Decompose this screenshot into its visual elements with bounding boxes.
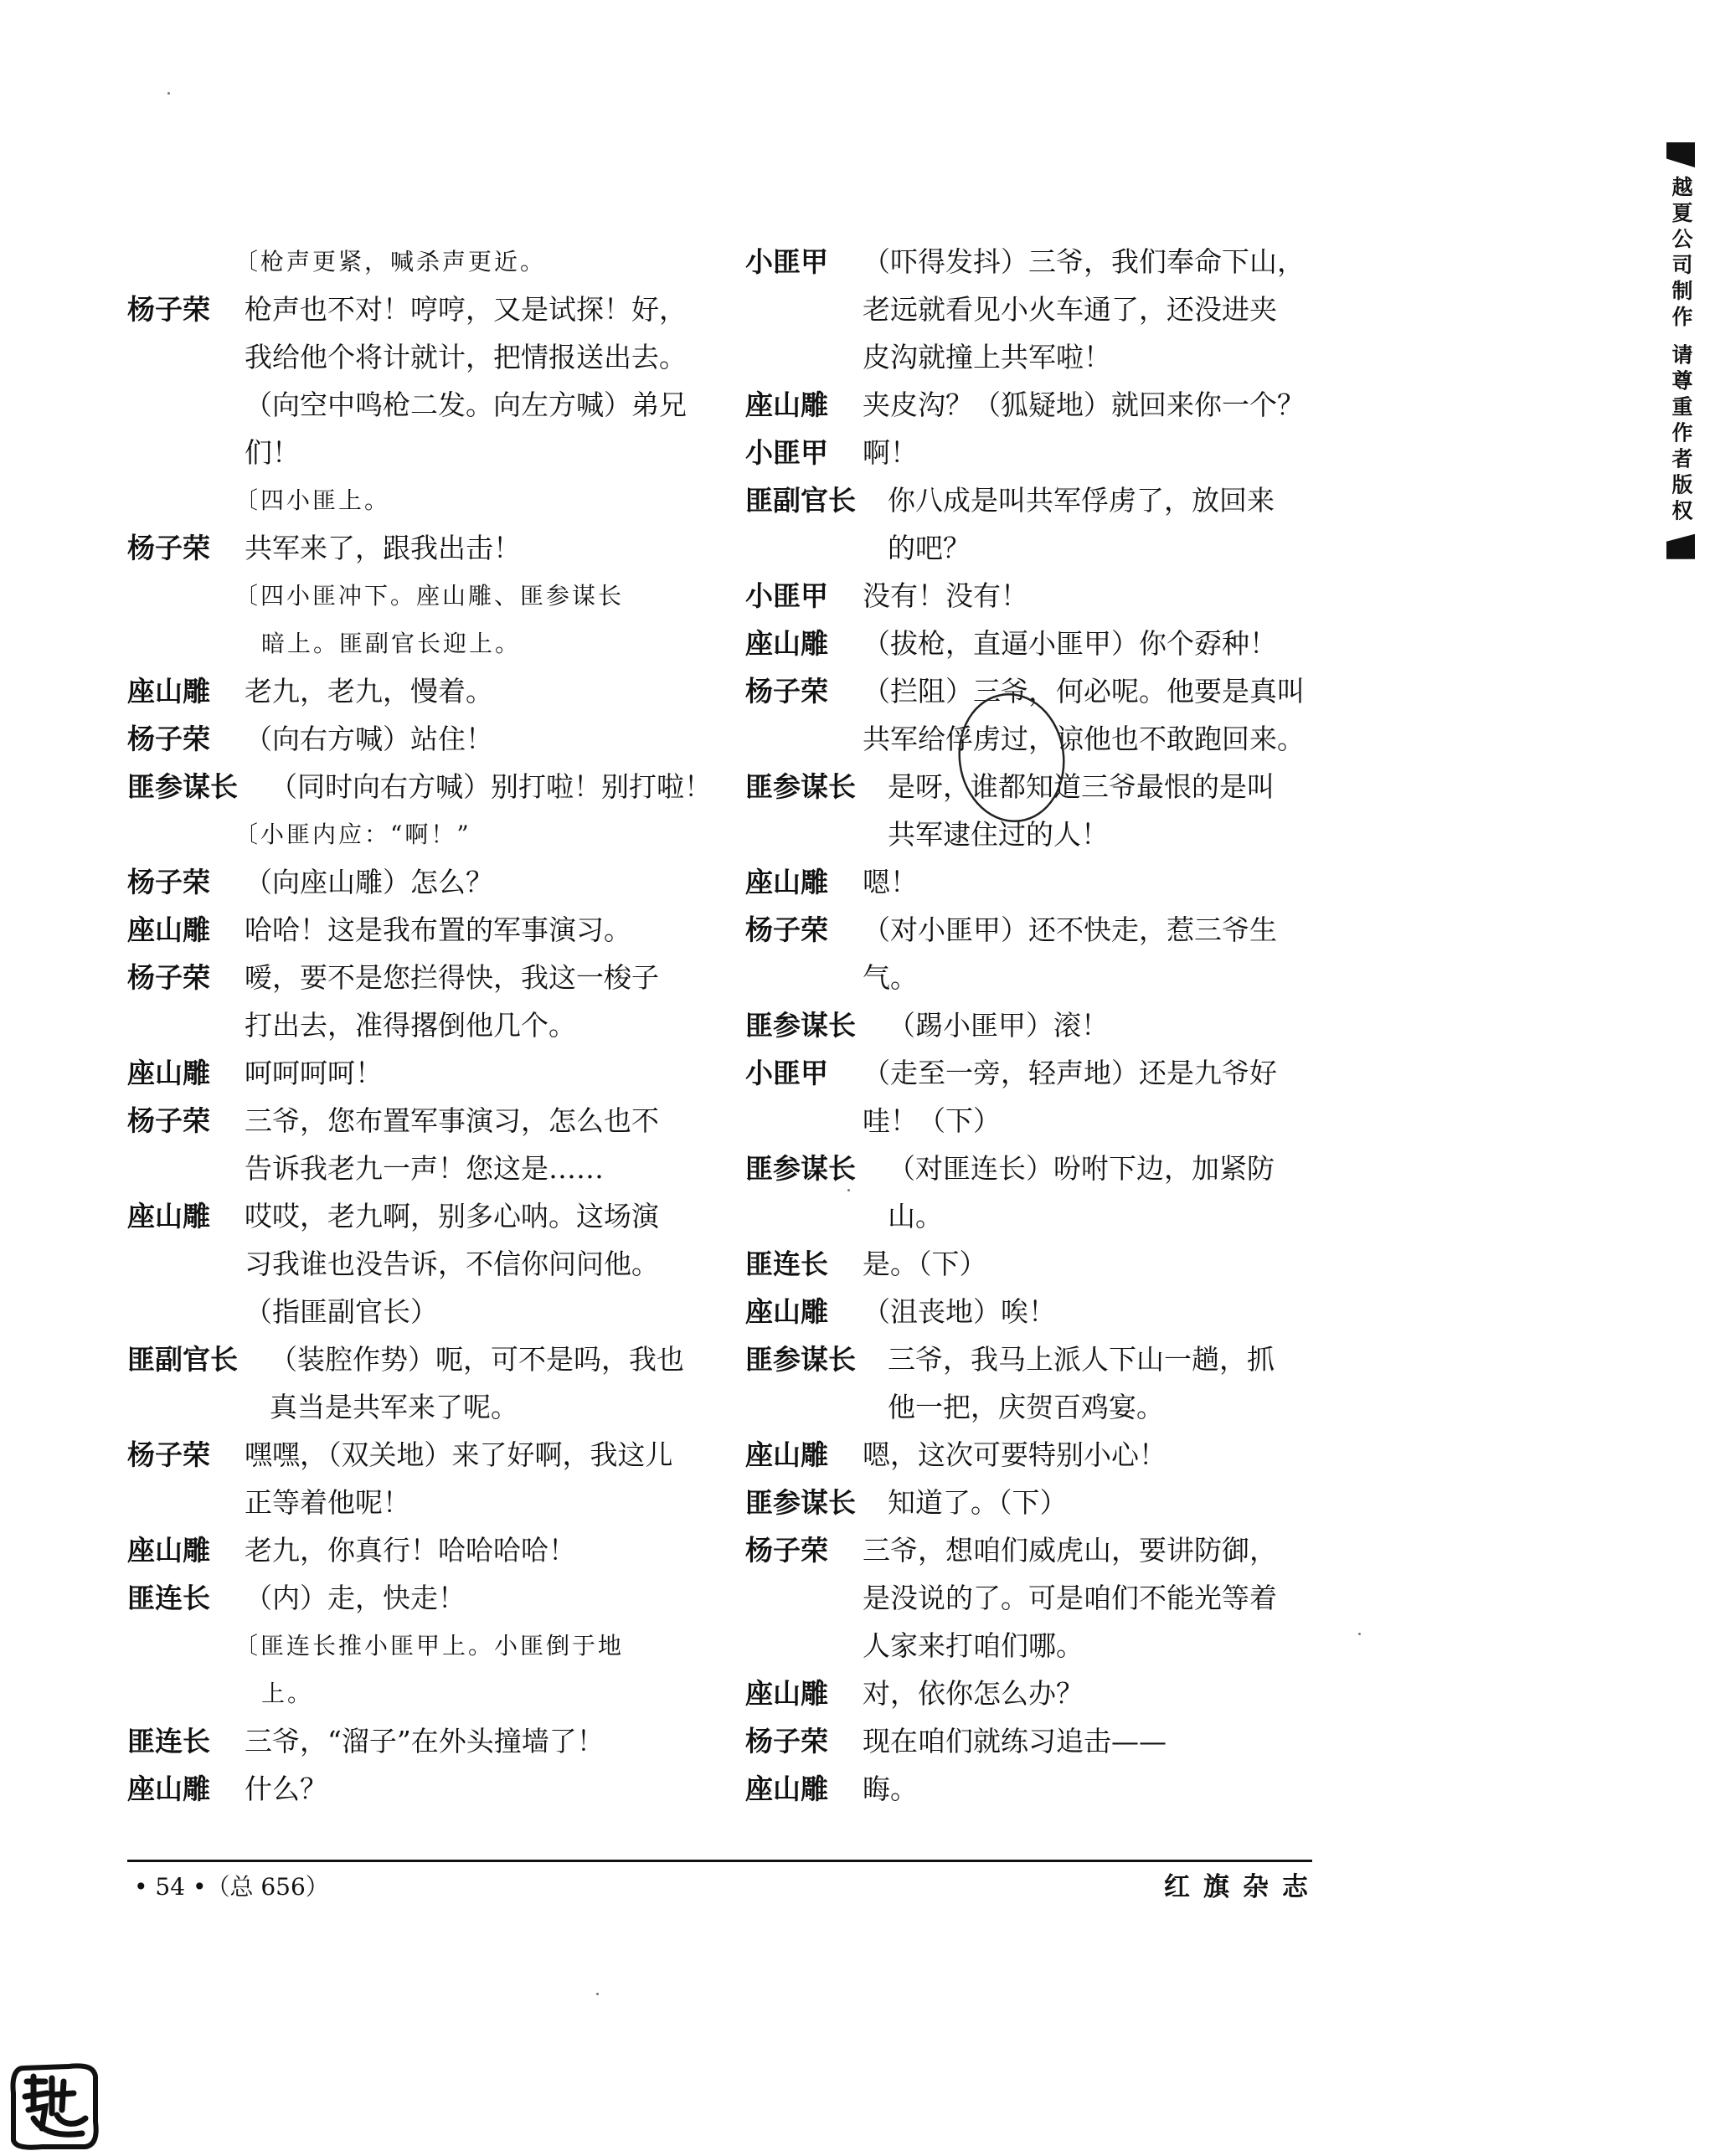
dialogue-line: 真当是共军来了呢。: [270, 1391, 518, 1423]
dialogue-line: 夹皮沟？（狐疑地）就回来你一个？: [863, 388, 1305, 421]
dialogue-line: 共军来了，跟我出击！: [245, 532, 521, 564]
dialogue-line: 嘿嘿，（双关地）来了好啊，我这儿: [245, 1438, 673, 1471]
dialogue-line: （向座山雕）怎么？: [245, 866, 493, 898]
speaker-name: 小匪甲: [745, 436, 828, 469]
left-text-column: [127, 244, 713, 1819]
dialogue-line: （对匪连长）吩咐下边，加紧防: [888, 1152, 1275, 1185]
speaker-name: 杨子荣: [745, 913, 828, 946]
dialogue-line: 习我谁也没告诉，不信你问问他。: [245, 1248, 659, 1280]
speaker-name: 匪参谋长: [745, 770, 856, 803]
dialogue-entry: [127, 1724, 713, 1758]
dialogue-line: 告诉我老九一声！您这是……: [245, 1152, 604, 1185]
dialogue-line: （对小匪甲）还不快走，惹三爷生: [863, 913, 1277, 946]
dialogue-line: （踢小匪甲）滚！: [888, 1009, 1109, 1042]
dialogue-entry: [127, 674, 713, 708]
speaker-name: 杨子荣: [127, 1104, 210, 1137]
dialogue-line: 晦。: [863, 1773, 918, 1805]
speaker-name: 小匪甲: [745, 245, 828, 278]
dialogue-line: （走至一旁，轻声地）还是九爷好: [863, 1057, 1277, 1089]
dialogue-line: 打出去，准得撂倒他几个。: [245, 1009, 576, 1042]
dialogue-line: 对，依你怎么办？: [863, 1677, 1084, 1710]
dialogue-entry: [745, 1247, 1323, 1281]
speaker-name: 座山雕: [745, 1295, 828, 1328]
dialogue-entry: [745, 1772, 1323, 1806]
dialogue-line: 我给他个将计就计，把情报送出去。: [245, 341, 687, 373]
dialogue-line: 呵呵呵呵！: [245, 1057, 383, 1089]
dialogue-line: 你八成是叫共军俘虏了，放回来: [888, 484, 1275, 517]
stage-direction: [127, 817, 713, 852]
dialogue-line: 们！: [245, 436, 300, 469]
footer-rule: [127, 1860, 1312, 1862]
speaker-name: 小匪甲: [745, 579, 828, 612]
dialogue-line: 是呀，谁都知道三爷最恨的是叫: [888, 770, 1275, 803]
speaker-name: 座山雕: [745, 1773, 828, 1805]
print-speck: [167, 92, 170, 95]
dialogue-line: 嗳，要不是您拦得快，我这一梭子: [245, 961, 659, 994]
dialogue-entry: [745, 579, 1323, 613]
dialogue-line: （同时向右方喊）别打啦！别打啦！: [270, 770, 712, 803]
dialogue-entry: [745, 244, 1323, 374]
speaker-name: 小匪甲: [745, 1057, 828, 1089]
speaker-name: 座山雕: [127, 1534, 210, 1567]
dialogue-entry: [745, 1676, 1323, 1711]
dialogue-entry: [127, 1056, 713, 1090]
dialogue-entry: [127, 1438, 713, 1520]
dialogue-line: 啊！: [863, 436, 918, 469]
calligraphy-seal-logo: [8, 2060, 100, 2152]
dialogue-entry: [745, 1056, 1323, 1138]
speaker-name: 座山雕: [745, 627, 828, 660]
speaker-name: 匪参谋长: [745, 1486, 856, 1519]
speaker-name: 座山雕: [127, 1057, 210, 1089]
dialogue-entry: [127, 1581, 713, 1615]
dialogue-entry: [745, 865, 1323, 899]
speaker-name: 匪连长: [127, 1725, 210, 1757]
speaker-name: 杨子荣: [745, 1534, 828, 1567]
dialogue-line: 是没说的了。可是咱们不能光等着: [863, 1582, 1277, 1614]
dialogue-line: 人家来打咱们哪。: [863, 1629, 1084, 1662]
sidebar-top-bar: [1666, 142, 1695, 167]
dialogue-line: 老九，老九，慢着。: [245, 675, 493, 708]
dialogue-line: （沮丧地）唉！: [863, 1295, 1056, 1328]
speaker-name: 杨子荣: [127, 293, 210, 326]
dialogue-line: 哇！（下）: [863, 1104, 1001, 1137]
dialogue-line: 嗯！: [863, 866, 918, 898]
dialogue-line: 老远就看见小火车通了，还没进夹: [863, 293, 1277, 326]
dialogue-line: 气。: [863, 961, 918, 994]
dialogue-line: （拔枪，直逼小匪甲）你个孬种！: [863, 627, 1277, 660]
dialogue-line: 现在咱们就练习追击——: [863, 1725, 1167, 1757]
dialogue-line: 知道了。（下）: [888, 1486, 1068, 1519]
dialogue-entry: [745, 1533, 1323, 1663]
dialogue-entry: [745, 1724, 1323, 1758]
speaker-name: 座山雕: [127, 1773, 210, 1805]
dialogue-entry: [127, 769, 713, 804]
speaker-name: 杨子荣: [745, 1725, 828, 1757]
speaker-name: 匪参谋长: [745, 1152, 856, 1185]
dialogue-line: 老九，你真行！哈哈哈哈！: [245, 1534, 576, 1567]
dialogue-line: 三爷，您布置军事演习，怎么也不: [245, 1104, 659, 1137]
dialogue-line: 哈哈！这是我布置的军事演习。: [245, 913, 631, 946]
stage-direction: [127, 579, 713, 661]
stage-direction-line: 〔四小匪冲下。座山雕、匪参谋长: [234, 582, 625, 610]
speaker-name: 座山雕: [127, 1200, 210, 1232]
stage-direction: [127, 244, 713, 279]
dialogue-entry: [127, 913, 713, 947]
dialogue-entry: [127, 1199, 713, 1329]
dialogue-entry: [745, 1294, 1323, 1329]
speaker-name: 匪参谋长: [745, 1009, 856, 1042]
copyright-notice: 越夏公司制作 请尊重作者版权: [1669, 176, 1693, 526]
dialogue-line: （指匪副官长）: [245, 1295, 438, 1328]
dialogue-line: 三爷，“溜子”在外头撞墙了！: [245, 1725, 605, 1757]
dialogue-entry: [127, 722, 713, 756]
speaker-name: 匪参谋长: [127, 770, 238, 803]
speaker-name: 杨子荣: [127, 532, 210, 564]
dialogue-entry: [745, 1438, 1323, 1472]
dialogue-line: 什么？: [245, 1773, 327, 1805]
speaker-name: 座山雕: [127, 913, 210, 946]
dialogue-entry: [745, 1342, 1323, 1424]
dialogue-line: （拦阻）三爷，何必呢。他要是真叫: [863, 675, 1305, 708]
dialogue-entry: [127, 1342, 713, 1424]
dialogue-line: （吓得发抖）三爷，我们奉命下山，: [863, 245, 1305, 278]
dialogue-line: 枪声也不对！哼哼，又是试探！好，: [245, 293, 687, 326]
page-number: • 54 •（总 656）: [134, 1873, 329, 1901]
stage-direction-line: 〔四小匪上。: [234, 486, 391, 514]
print-speck: [1358, 1633, 1361, 1635]
dialogue-entry: [745, 483, 1323, 565]
print-speck: [596, 1993, 599, 1995]
print-speck: [847, 1189, 850, 1191]
speaker-name: 座山雕: [127, 675, 210, 708]
stage-direction-line: 〔枪声更紧，喊杀声更近。: [234, 248, 547, 275]
stage-direction: [127, 483, 713, 517]
dialogue-line: 没有！没有！: [863, 579, 1028, 612]
stage-direction-line: 〔小匪内应：“啊！”: [234, 821, 471, 848]
copyright-sidebar: [1666, 142, 1695, 559]
dialogue-entry: [127, 292, 713, 470]
stage-direction-line: 〔匪连长推小匪甲上。小匪倒于地: [234, 1632, 625, 1659]
dialogue-entry: [127, 531, 713, 565]
dialogue-entry: [745, 435, 1323, 470]
dialogue-line: 山。: [888, 1200, 943, 1232]
speaker-name: 杨子荣: [127, 1438, 210, 1471]
dialogue-line: 他一把，庆贺百鸡宴。: [888, 1391, 1164, 1423]
right-text-column: [745, 244, 1323, 1819]
dialogue-line: 三爷，想咱们威虎山，要讲防御，: [863, 1534, 1277, 1567]
speaker-name: 杨子荣: [745, 675, 828, 708]
dialogue-entry: [745, 1008, 1323, 1042]
speaker-name: 匪连长: [127, 1582, 210, 1614]
dialogue-entry: [127, 1104, 713, 1186]
speaker-name: 匪连长: [745, 1248, 828, 1280]
dialogue-line: 共军给俘虏过，谅他也不敢跑回来。: [863, 723, 1305, 755]
dialogue-line: 的吧？: [888, 532, 971, 564]
speaker-name: 匪副官长: [127, 1343, 238, 1376]
stage-direction-line: 暗上。匪副官长迎上。: [261, 630, 522, 657]
dialogue-line: 嗯，这次可要特别小心！: [863, 1438, 1167, 1471]
dialogue-entry: [745, 1151, 1323, 1233]
speaker-name: 杨子荣: [127, 723, 210, 755]
dialogue-line: 三爷，我马上派人下山一趟，抓: [888, 1343, 1275, 1376]
dialogue-line: （内）走，快走！: [245, 1582, 466, 1614]
speaker-name: 匪副官长: [745, 484, 856, 517]
speaker-name: 座山雕: [745, 1677, 828, 1710]
stage-direction: [127, 1629, 713, 1711]
stage-direction-line: 上。: [261, 1680, 314, 1707]
dialogue-entry: [127, 865, 713, 899]
dialogue-entry: [745, 626, 1323, 661]
dialogue-line: 是。（下）: [863, 1248, 987, 1280]
dialogue-line: （向空中鸣枪二发。向左方喊）弟兄: [245, 388, 687, 421]
speaker-name: 杨子荣: [127, 866, 210, 898]
speaker-name: 座山雕: [745, 1438, 828, 1471]
speaker-name: 杨子荣: [127, 961, 210, 994]
dialogue-entry: [127, 1772, 713, 1806]
speaker-name: 匪参谋长: [745, 1343, 856, 1376]
speaker-name: 座山雕: [745, 866, 828, 898]
dialogue-entry: [127, 1533, 713, 1567]
sidebar-bottom-bar: [1666, 534, 1695, 559]
dialogue-line: 哎哎，老九啊，别多心呐。这场演: [245, 1200, 659, 1232]
dialogue-entry: [127, 960, 713, 1042]
dialogue-entry: [745, 1485, 1323, 1520]
speaker-name: 座山雕: [745, 388, 828, 421]
dialogue-entry: [745, 388, 1323, 422]
dialogue-line: 正等着他呢！: [245, 1486, 410, 1519]
dialogue-line: （向右方喊）站住！: [245, 723, 493, 755]
dialogue-entry: [745, 913, 1323, 995]
dialogue-line: 皮沟就撞上共军啦！: [863, 341, 1111, 373]
hand-drawn-circle-mark: [938, 681, 1089, 831]
dialogue-line: 共军逮住过的人！: [888, 818, 1109, 851]
dialogue-line: （装腔作势）呃，可不是吗，我也: [270, 1343, 684, 1376]
magazine-title: 红旗杂志: [1164, 1872, 1321, 1902]
